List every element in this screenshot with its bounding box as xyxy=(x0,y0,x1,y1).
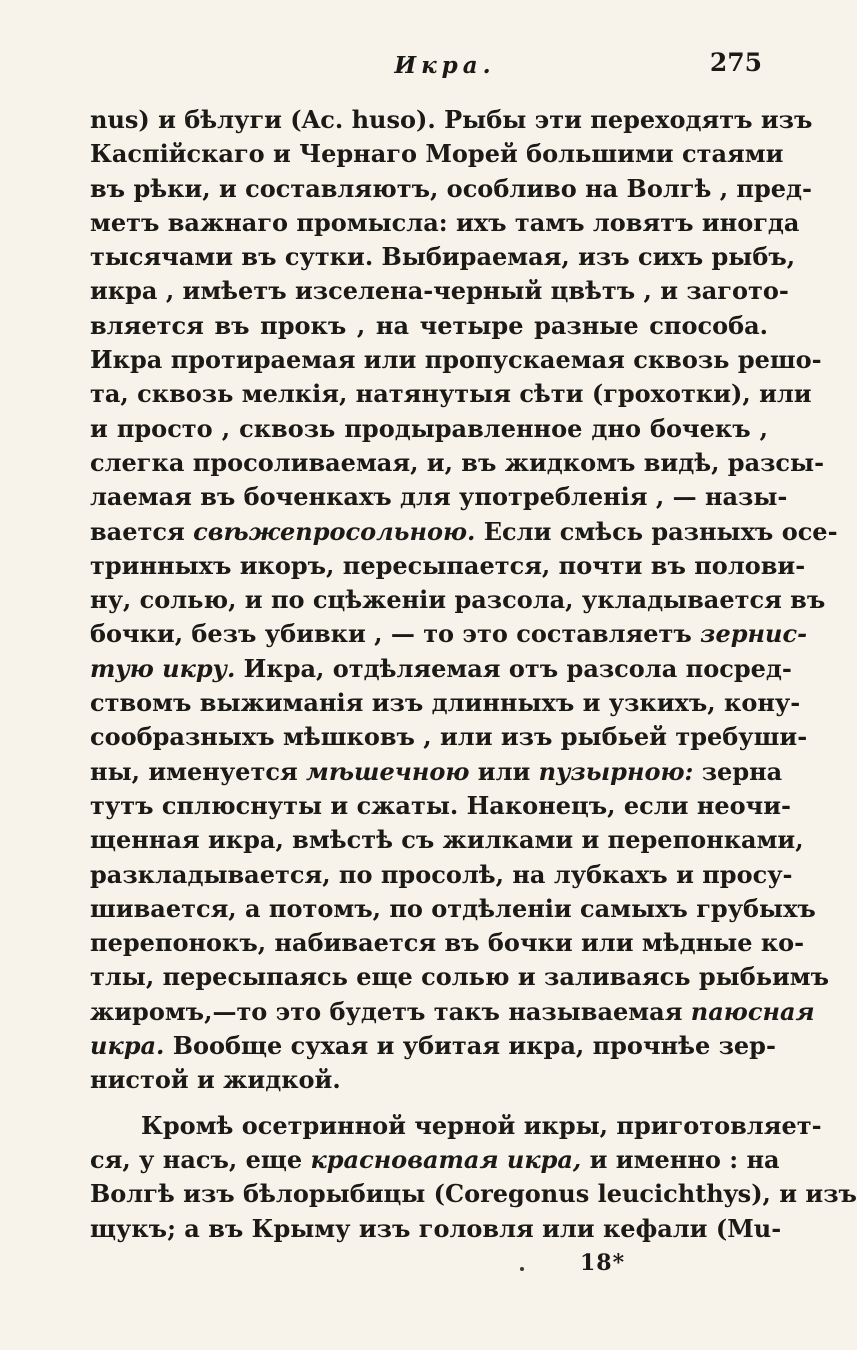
text-run: слегка просоливаемая, и, въ жидкомъ видѣ, разсы- xyxy=(90,447,825,477)
running-head xyxy=(88,48,766,82)
text-line xyxy=(90,1143,780,1177)
paragraph-gap xyxy=(90,1098,768,1109)
text-line xyxy=(90,1109,822,1143)
text-run: ну, солью, и по сцѣженіи разсола, укладывается въ xyxy=(90,585,826,615)
text-run: Кромѣ осетринной черной икры, приготовляет- xyxy=(141,1110,822,1140)
text-run: ствомъ выжиманія изъ длинныхъ и узкихъ, кону- xyxy=(90,688,801,718)
italic-term: красноватая икра, xyxy=(310,1144,582,1174)
text-run: икра , имѣетъ изселена-черный цвѣтъ , и загото- xyxy=(90,276,789,306)
text-line xyxy=(90,240,796,274)
text-run: Икра протираемая или пропускаемая сквозь решо- xyxy=(90,345,822,375)
text-run: въ рѣки, и составляютъ, особливо на Волгѣ , пред- xyxy=(90,173,812,203)
text-run: сообразныхъ мѣшковъ , или изъ рыбьей требуши- xyxy=(90,722,808,752)
text-run: перепонокъ, набивается въ бочки или мѣдные ко- xyxy=(90,928,805,958)
text-line xyxy=(90,343,822,377)
text-line xyxy=(90,926,805,960)
text-run: тысячами въ сутки. Выбираемая, изъ сихъ рыбъ, xyxy=(90,242,796,272)
text-run: Если смѣсь разныхъ осе- xyxy=(475,516,838,546)
text-run: ся, у насъ, еще xyxy=(90,1144,311,1174)
text-run: и именно : на xyxy=(581,1144,780,1174)
text-line xyxy=(90,686,801,720)
text-line xyxy=(90,137,784,171)
text-run: или xyxy=(469,756,539,786)
text-run: Икра, отдѣляемая отъ разсола посред- xyxy=(235,653,792,683)
text-run: тринныхъ икоръ, пересыпается, почти въ полови- xyxy=(90,550,806,580)
italic-term: свѣжепросольною. xyxy=(193,516,476,546)
text-run: nus) и бѣлуги (Ac. huso). Рыбы эти переходятъ изъ xyxy=(90,105,813,134)
text-line xyxy=(90,480,788,514)
text-line xyxy=(90,995,815,1029)
text-line xyxy=(90,960,830,994)
text-run: бочки, безъ убивки , — то это составляетъ xyxy=(90,619,701,649)
italic-term: тую икру. xyxy=(90,653,236,683)
text-line xyxy=(90,1029,776,1063)
text-line xyxy=(90,549,806,583)
text-run: и просто , сквозь продыравленное дно бочекъ , xyxy=(90,413,768,443)
text-line xyxy=(90,583,826,617)
text-line xyxy=(90,1212,782,1246)
body-text xyxy=(90,103,857,1246)
text-line xyxy=(90,755,783,789)
text-line xyxy=(90,309,768,343)
text-run: Вообще сухая и убитая икра, прочнѣе зер- xyxy=(164,1031,776,1061)
text-line xyxy=(90,823,804,857)
text-line xyxy=(90,1063,768,1097)
text-line xyxy=(90,274,789,308)
text-line xyxy=(90,617,808,651)
text-line xyxy=(90,720,808,754)
text-line xyxy=(90,1177,857,1211)
text-line xyxy=(90,103,813,137)
text-line xyxy=(90,892,816,926)
text-run: щукъ; а въ Крыму изъ головля или кефали (Mu- xyxy=(90,1213,782,1243)
italic-term: мѣшечною xyxy=(306,756,470,786)
printer-signature-mark: 18* xyxy=(580,1250,626,1276)
text-run: шивается, а потомъ, по отдѣленіи самыхъ грубыхъ xyxy=(90,893,816,923)
italic-term: зернис- xyxy=(700,619,808,649)
italic-term: пузырною: xyxy=(538,756,694,786)
text-run: тутъ сплюснуты и сжаты. Наконецъ, если неочи- xyxy=(90,790,791,820)
text-line xyxy=(90,206,800,240)
text-run: щенная икра, вмѣстѣ съ жилками и перепонками, xyxy=(90,825,804,855)
text-run: зерна xyxy=(693,756,783,786)
italic-term: икра. xyxy=(90,1031,165,1061)
text-run: Каспійскаго и Чернаго Морей большими стаями xyxy=(90,139,784,169)
text-run: вается xyxy=(90,516,194,546)
text-run: ны, именуется xyxy=(90,756,307,786)
text-run: жиромъ,—то это будетъ такъ называемая xyxy=(90,996,691,1026)
text-run: метъ важнаго промысла: ихъ тамъ ловятъ иногда xyxy=(90,207,800,237)
text-run: тлы, пересыпаясь еще солью и заливаясь рыбьимъ xyxy=(90,962,830,992)
text-run: Волгѣ изъ бѣлорыбицы (Coregonus leucichthys), и изъ xyxy=(90,1179,857,1209)
text-line xyxy=(90,515,838,549)
ink-speck xyxy=(520,1267,524,1271)
text-run: разкладывается, по просолѣ, на лубкахъ и просу- xyxy=(90,859,793,889)
text-line xyxy=(90,858,793,892)
text-run: нистой и жидкой. xyxy=(90,1065,341,1095)
text-run: та, сквозь мелкія, натянутыя сѣти (грохотки), или xyxy=(90,379,812,409)
text-line xyxy=(90,652,792,686)
text-line xyxy=(90,446,825,480)
italic-term: паюсная xyxy=(690,996,815,1026)
text-line xyxy=(90,789,791,823)
text-line xyxy=(90,172,812,206)
text-line xyxy=(90,412,768,446)
text-run: лаемая въ боченкахъ для употребленія , — назы- xyxy=(90,482,788,512)
text-line xyxy=(90,377,812,411)
text-run: вляется въ прокъ , на четыре разные способа. xyxy=(90,310,768,340)
running-title: Икра. xyxy=(394,51,496,79)
page-number: 275 xyxy=(709,48,762,77)
